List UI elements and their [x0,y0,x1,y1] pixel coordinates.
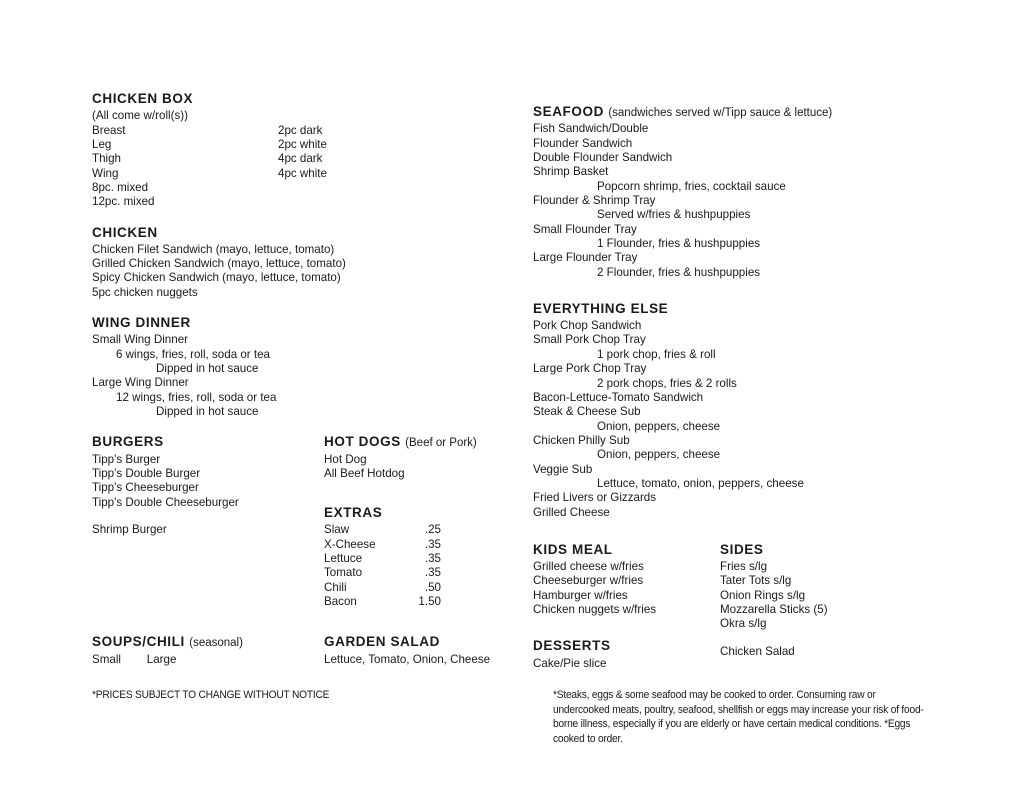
section-heading-burgers: BURGERS [92,434,164,450]
everything-else-items [533,319,953,520]
chicken-items [92,243,492,300]
section-heading-kids-meal: KIDS MEAL [533,541,613,557]
list-item: Onion Rings s/lg [720,588,806,602]
desserts-items [533,657,720,671]
list-item: Tipp's Double Cheeseburger [92,495,239,509]
extras-item-name: X-Cheese [324,537,376,551]
list-item: Hamburger w/fries [533,588,628,602]
left-column [92,92,492,667]
table-row [92,181,492,195]
kids-desserts-block [533,543,720,671]
table-row [324,566,441,580]
section-chicken-box [92,92,492,210]
extras-item-price: .35 [424,552,441,566]
wing-dinner-items [92,333,492,419]
list-item: Large Pork Chop Tray [533,362,647,376]
list-item: Tipp's Cheeseburger [92,481,199,495]
section-heading-seafood [533,105,953,119]
chicken-box-item: 12pc. mixed [92,195,155,209]
hot-dogs-title: HOT DOGS [324,434,401,450]
extras-item-price: .35 [424,537,441,551]
chicken-box-item: 2pc white [278,137,327,151]
chicken-box-item: 4pc dark [278,152,323,166]
hot-dogs-note: (Beef or Pork) [405,437,477,450]
extras-item-name: Lettuce [324,552,363,566]
chicken-box-item: Leg [92,137,112,151]
list-item-detail: 1 pork chop, fries & roll [597,347,716,361]
list-item-detail: Dipped in hot sauce [156,361,259,375]
chicken-box-item: 2pc dark [278,123,323,137]
seafood-note: (sandwiches served w/Tipp sauce & lettuce) [608,107,833,119]
extras-item-name: Bacon [324,595,357,609]
list-item-detail: 2 Flounder, fries & hushpuppies [597,265,761,279]
list-item: Grilled Chicken Sandwich (mayo, lettuce, tomato) [92,257,346,271]
list-item: Grilled Cheese [533,505,610,519]
extras-rows [324,523,477,609]
table-row [92,138,492,152]
list-item: Hot Dog [324,452,367,466]
garden-salad-description: Lettuce, Tomato, Onion, Cheese [324,652,491,666]
list-item: Small Wing Dinner [92,333,188,347]
list-item: Fish Sandwich/Double [533,122,649,136]
list-item: Fries s/lg [720,560,768,574]
table-row [92,167,492,181]
list-item: Cake/Pie slice [533,656,607,670]
section-seafood [533,105,953,280]
hot-dogs-items [324,453,477,482]
table-row [92,195,492,209]
extras-item-price: 1.50 [418,595,441,609]
list-item: Large Flounder Tray [533,251,638,265]
extras-item-price: .35 [424,566,441,580]
chicken-box-item: Thigh [92,152,122,166]
soups-salad-row [92,635,492,667]
list-item: Small Flounder Tray [533,222,637,236]
list-item-detail: 6 wings, fries, roll, soda or tea [116,347,271,361]
list-item: Chicken Philly Sub [533,433,630,447]
section-everything-else [533,302,953,520]
list-item: Cheeseburger w/fries [533,574,644,588]
section-chicken [92,226,492,301]
list-item: Bacon-Lettuce-Tomato Sandwich [533,390,704,404]
section-desserts [533,639,720,671]
table-row [324,538,441,552]
extras-item-name: Tomato [324,566,363,580]
list-item: Double Flounder Sandwich [533,150,673,164]
seafood-title: SEAFOOD [533,104,604,119]
list-item: Spicy Chicken Sandwich (mayo, lettuce, tomato) [92,271,341,285]
chicken-box-subnote: (All come w/roll(s)) [92,109,188,123]
section-heading-soups-chili [92,635,324,649]
extras-item-price: .50 [424,580,441,594]
list-item: All Beef Hotdog [324,466,405,480]
section-sides [720,543,828,671]
list-item: Flounder Sandwich [533,136,633,150]
chicken-box-item: Breast [92,123,126,137]
section-heading-wing-dinner: WING DINNER [92,315,191,331]
list-item: Chicken Filet Sandwich (mayo, lettuce, tomato) [92,242,335,256]
list-item: Mozzarella Sticks (5) [720,603,828,617]
list-item: Fried Livers or Gizzards [533,491,657,505]
list-item: Okra s/lg [720,617,767,631]
soups-chili-note: (seasonal) [189,637,243,650]
section-extras [324,506,477,609]
list-item: Tater Tots s/lg [720,574,792,588]
extras-item-price: .25 [424,523,441,537]
list-item: Shrimp Burger [92,522,167,536]
kids-sides-row [533,543,953,671]
list-item: Large Wing Dinner [92,376,189,390]
list-item-detail: Served w/fries & hushpuppies [597,208,751,222]
chicken-box-item: 8pc. mixed [92,180,149,194]
kids-meal-items [533,560,720,617]
section-soups-chili [92,635,324,667]
table-row [324,523,441,537]
list-item-detail: 2 pork chops, fries & 2 rolls [597,376,737,390]
table-row [92,152,492,166]
table-row [324,581,441,595]
list-item: Small Pork Chop Tray [533,333,646,347]
section-kids-meal [533,543,720,618]
chicken-box-rows [92,124,492,210]
section-hot-dogs [324,435,477,481]
list-item-detail: Dipped in hot sauce [156,405,259,419]
right-column [533,105,953,671]
section-heading-everything-else: EVERYTHING ELSE [533,300,669,316]
table-row [324,552,441,566]
list-item: Pork Chop Sandwich [533,319,642,333]
list-item-detail: Lettuce, tomato, onion, peppers, cheese [597,476,804,490]
list-item: Flounder & Shrimp Tray [533,193,656,207]
section-garden-salad [324,635,490,667]
list-item: 5pc chicken nuggets [92,285,198,299]
section-heading-garden-salad: GARDEN SALAD [324,634,440,650]
list-item: Chicken Salad [720,644,795,658]
section-heading-extras: EXTRAS [324,505,383,521]
section-wing-dinner [92,316,492,419]
list-item: Tipp's Burger [92,452,161,466]
list-item: Tipp's Double Burger [92,466,201,480]
list-item-detail: Popcorn shrimp, fries, cocktail sauce [597,179,786,193]
table-row [92,124,492,138]
soups-chili-title: SOUPS/CHILI [92,634,185,650]
section-heading-chicken-box: CHICKEN BOX [92,91,194,106]
list-item-detail: 1 Flounder, fries & hushpuppies [597,236,761,250]
extras-item-name: Slaw [324,523,350,537]
chicken-box-item: Wing [92,166,119,180]
list-item: Veggie Sub [533,462,593,476]
food-safety-disclaimer: *Steaks, eggs & some seafood may be cooked to order. Consuming raw or undercooked meats, poultry, seafood, shellfish or eggs may increase your risk of food-borne illness, especially if you are elderly or have certain medical conditions. *Eggs cooked to order. [553,689,924,745]
table-row [324,595,441,609]
extras-item-name: Chili [324,580,347,594]
section-burgers [92,435,324,609]
list-item-detail: Onion, peppers, cheese [597,419,721,433]
chicken-box-item: 4pc white [278,166,327,180]
section-heading-chicken: CHICKEN [92,224,158,240]
seafood-items [533,122,953,280]
section-heading-hot-dogs [324,435,477,449]
list-item: Steak & Cheese Sub [533,405,641,419]
list-item-detail: Onion, peppers, cheese [597,448,721,462]
soups-chili-sizes: Small Large [92,652,177,666]
burgers-items [92,453,324,538]
section-heading-desserts: DESSERTS [533,638,611,654]
list-item: Grilled cheese w/fries [533,560,644,574]
list-item: Shrimp Basket [533,165,609,179]
list-item: Chicken nuggets w/fries [533,603,657,617]
section-heading-sides: SIDES [720,541,764,557]
sides-items [720,560,828,659]
price-change-notice: *PRICES SUBJECT TO CHANGE WITHOUT NOTICE [92,689,330,701]
hotdogs-extras-block [324,435,477,609]
burgers-hotdogs-row [92,435,492,609]
list-item-detail: 12 wings, fries, roll, soda or tea [116,390,277,404]
